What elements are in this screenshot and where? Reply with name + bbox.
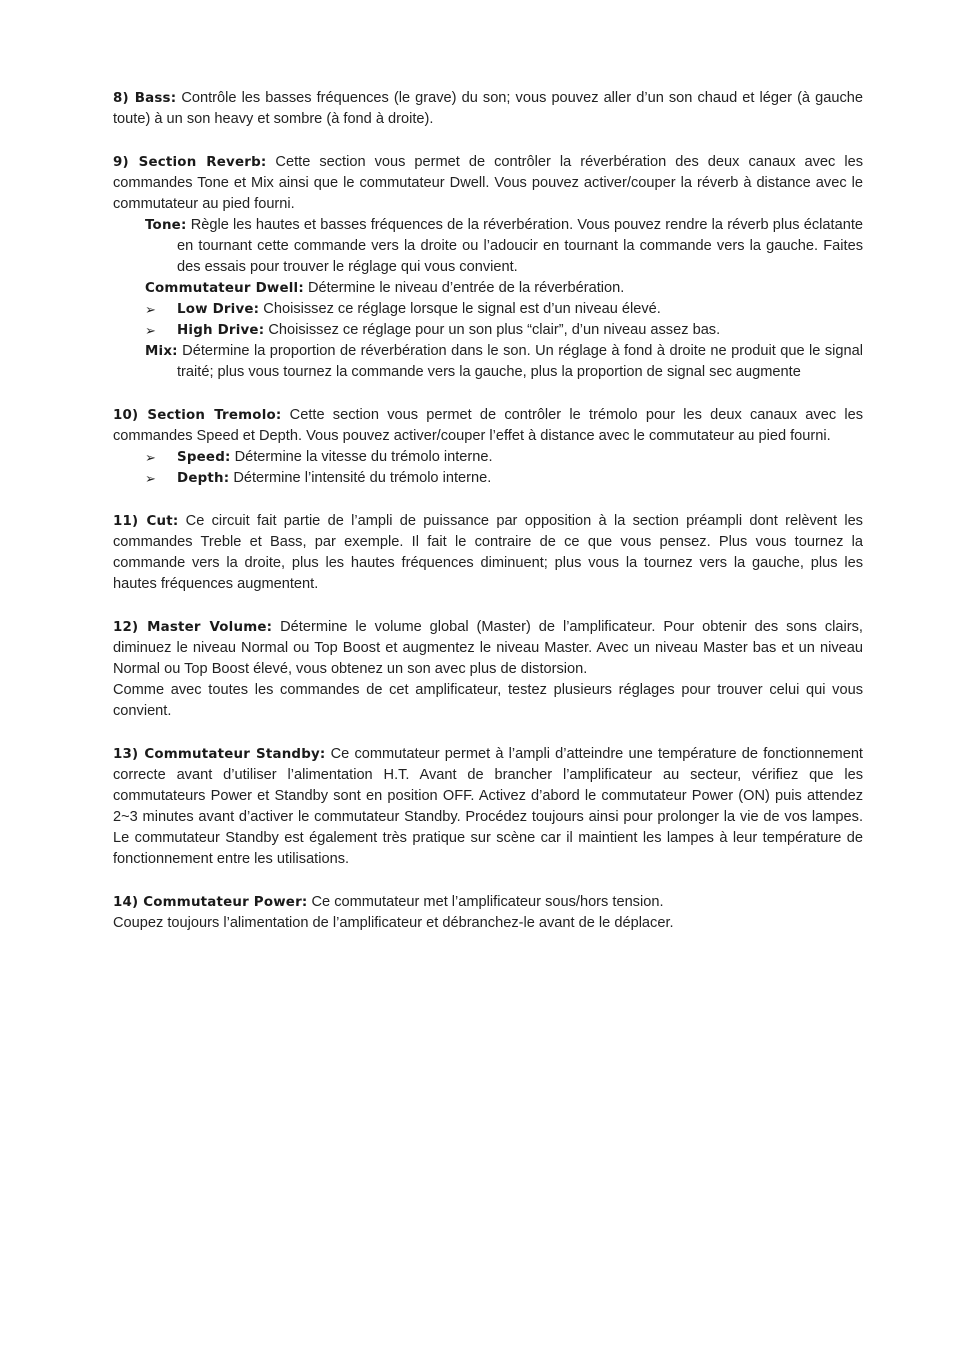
section-power-label: 14) Commutateur Power: — [113, 895, 308, 910]
reverb-tone-item: Tone: Règle les hautes et basses fréquences de la réverbération. Vous pouvez rendre la réverb plus éclatante en tournant cette commande vers la droite ou l’adoucir en tournant la commande vers la gauche. Faites des essais pour trouver le réglage qui vous convient. — [145, 217, 863, 275]
bullet-high-drive: ➢ High Drive: Choisissez ce réglage pour un son plus “clair”, d’un niveau assez bas. — [113, 320, 863, 341]
section-tremolo-intro: 10) Section Tremolo: Cette section vous permet de contrôler le trémolo pour les deux canaux avec les commandes Speed et Depth. Vous pouvez activer/couper l’effet à distance avec le commutateur au pied fourni. — [113, 407, 863, 444]
bullet-depth: ➢ Depth: Détermine l’intensité du trémolo interne. — [113, 468, 863, 489]
document-page — [113, 88, 863, 956]
section-cut-text: 11) Cut: Ce circuit fait partie de l’ampli de puissance par opposition à la section préampli dont relèvent les commandes Treble et Bass, par exemple. Il fait le contraire de ce que vous pensez. Plus vous tournez la commande vers la droite, plus les hautes fréquences diminuent; plus vous la tournez vers la gauche, plus les hautes fréquences augmentent. — [113, 513, 863, 592]
arrow-bullet-icon: ➢ — [145, 323, 156, 338]
section-reverb-intro: 9) Section Reverb: Cette section vous permet de contrôler la réverbération des deux canaux avec les commandes Tone et Mix ainsi que le commutateur Dwell. Vous pouvez activer/couper la réverb à distance avec le commutateur au pied fourni. — [113, 154, 864, 212]
section-power-text: 14) Commutateur Power: Ce commutateur met l’amplificateur sous/hors tension. — [113, 894, 664, 910]
section-standby-label: 13) Commutateur Standby: — [113, 747, 326, 762]
section-master-volume — [113, 617, 863, 722]
section-power — [113, 892, 863, 934]
section-tremolo — [113, 405, 863, 489]
section-cut-label: 11) Cut: — [113, 514, 179, 529]
arrow-bullet-icon: ➢ — [145, 471, 156, 486]
arrow-bullet-icon: ➢ — [145, 302, 156, 317]
low-drive-label: Low Drive: — [177, 302, 260, 317]
bullet-low-drive: ➢ Low Drive: Choisissez ce réglage lorsque le signal est d’un niveau élevé. — [113, 299, 863, 320]
depth-label: Depth: — [177, 471, 230, 486]
section-master-volume-text: 12) Master Volume: Détermine le volume global (Master) de l’amplificateur. Pour obtenir des sons clairs, diminuez le niveau Normal ou Top Boost et augmentez le niveau Master. Avec un niveau Master bas et un niveau Normal ou Top Boost élevé, vous obtenez un son avec plus de distorsion. — [113, 619, 863, 677]
section-power-note: Coupez toujours l’alimentation de l’amplificateur et débranchez-le avant de le déplacer. — [113, 915, 674, 931]
bullet-speed: ➢ Speed: Détermine la vitesse du trémolo interne. — [113, 447, 863, 468]
section-bass — [113, 88, 863, 130]
reverb-dwell-label: Commutateur Dwell: — [145, 281, 304, 296]
reverb-mix-label: Mix: — [145, 344, 178, 359]
section-cut — [113, 511, 863, 595]
section-standby-text: 13) Commutateur Standby: Ce commutateur permet à l’ampli d’atteindre une température de fonctionnement correcte avant d’utiliser l’alimentation H.T. Avant de brancher l’amplificateur au secteur, vérifiez que les commutateurs Power et Standby sont en position OFF. Activez d’abord le commutateur Power (ON) puis attendez 2~3 minutes avant d’activer le commutateur Standby. Procédez toujours ainsi pour prolonger la vie de vos lampes. Le commutateur Standby est également très pratique sur scène car il maintient les lampes à leur température de fonctionnement entre les utilisations. — [113, 746, 863, 867]
section-tremolo-label: 10) Section Tremolo: — [113, 408, 282, 423]
section-bass-label: 8) Bass: — [113, 91, 177, 106]
section-bass-text: 8) Bass: Contrôle les basses fréquences (le grave) du son; vous pouvez aller d’un son chaud et léger (à gauche toute) à un son heavy et sombre (à fond à droite). — [113, 90, 863, 127]
reverb-mix-item: Mix: Détermine la proportion de réverbération dans le son. Un réglage à fond à droite ne produit que le signal traité; plus vous tournez la commande vers la gauche, plus la proportion de signal sec augmente — [145, 343, 863, 380]
section-reverb-label: 9) Section Reverb: — [113, 155, 267, 170]
section-reverb — [113, 152, 863, 383]
section-master-volume-note: Comme avec toutes les commandes de cet amplificateur, testez plusieurs réglages pour trouver celui qui vous convient. — [113, 682, 863, 719]
section-standby — [113, 744, 863, 870]
arrow-bullet-icon: ➢ — [145, 450, 156, 465]
section-master-volume-label: 12) Master Volume: — [113, 620, 273, 635]
reverb-dwell-item: Commutateur Dwell: Détermine le niveau d’entrée de la réverbération. — [145, 280, 625, 296]
speed-label: Speed: — [177, 450, 231, 465]
reverb-tone-label: Tone: — [145, 218, 187, 233]
high-drive-label: High Drive: — [177, 323, 265, 338]
